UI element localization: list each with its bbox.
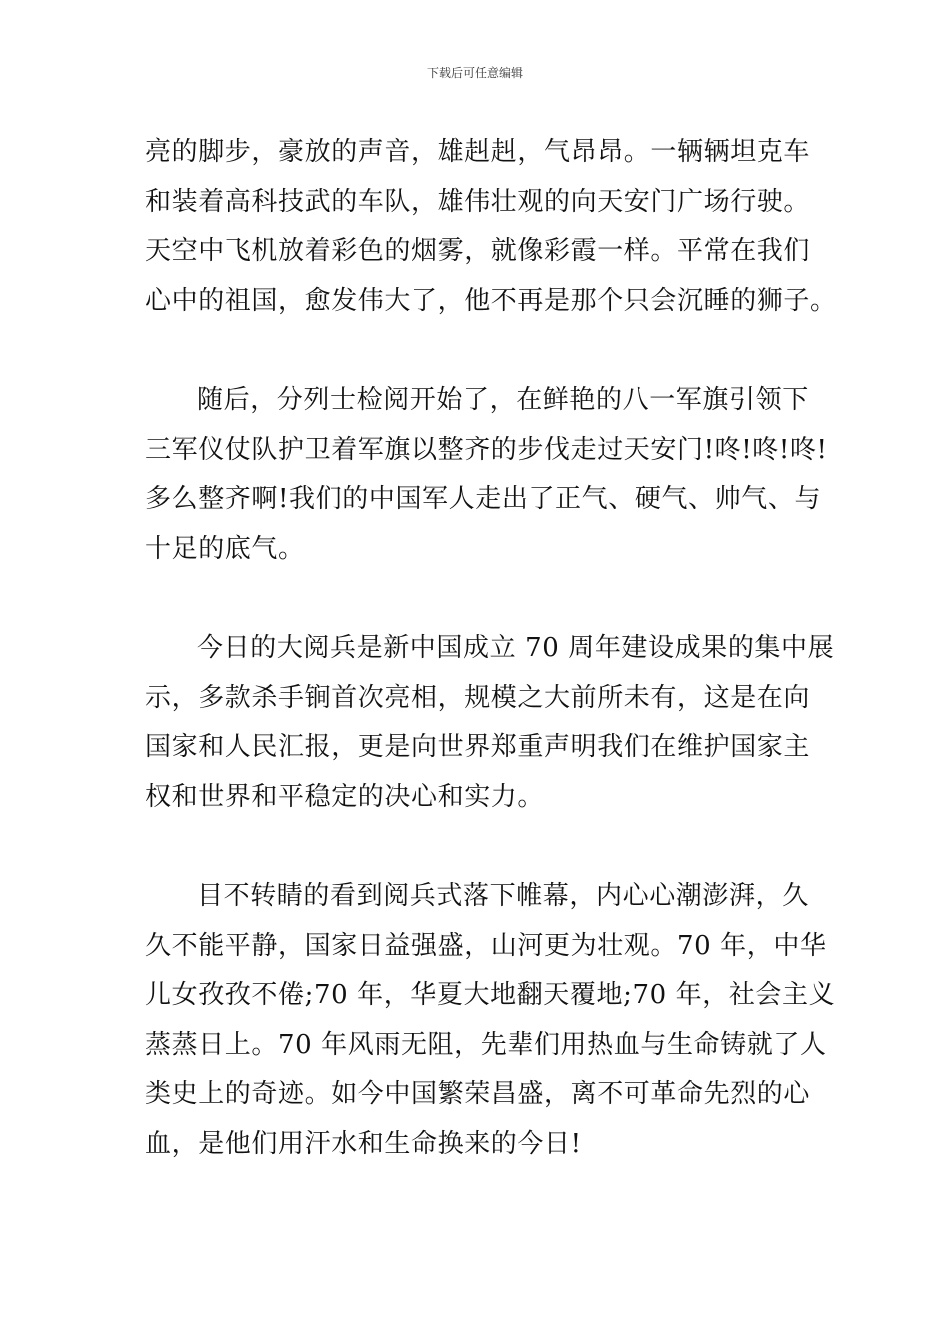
text-line: 类史上的奇迹。如今中国繁荣昌盛，离不可革命先烈的心 — [145, 1079, 811, 1109]
text-line: 蒸蒸日上。70 年风雨无阻，先辈们用热血与生命铸就了人 — [145, 1029, 827, 1060]
paragraph — [145, 872, 835, 1169]
document-body — [145, 128, 835, 1219]
text-line: 随后，分列士检阅开始了，在鲜艳的八一军旗引领下 — [197, 385, 809, 415]
text-line: 和装着高科技武的车队，雄伟壮观的向天安门广场行驶。 — [145, 186, 811, 217]
text-line: 血，是他们用汗水和生命换来的今日! — [145, 1128, 582, 1159]
text-line: 国家和人民汇报，更是向世界郑重声明我们在维护国家主 — [145, 732, 811, 762]
text-line: 心中的祖国，愈发伟大了，他不再是那个只会沉睡的狮子。 — [145, 285, 837, 316]
text-line: 多么整齐啊!我们的中国军人走出了正气、硬气、帅气、与 — [145, 484, 822, 514]
text-line: 今日的大阅兵是新中国成立 70 周年建设成果的集中展 — [197, 633, 835, 663]
paragraph — [145, 624, 835, 822]
paragraph — [145, 128, 835, 326]
paragraph — [145, 376, 835, 574]
text-line: 十足的底气。 — [145, 533, 305, 564]
page-header: 下载后可任意编辑 — [426, 66, 523, 80]
text-line: 儿女孜孜不倦;70 年，华夏大地翻天覆地;70 年，社会主义 — [145, 980, 836, 1010]
text-line: 天空中飞机放着彩色的烟雾，就像彩霞一样。平常在我们 — [145, 236, 811, 266]
text-line: 三军仪仗队护卫着军旗以整齐的步伐走过天安门!咚!咚!咚! — [145, 434, 828, 465]
text-line: 权和世界和平稳定的决心和实力。 — [145, 781, 545, 812]
text-line: 示，多款杀手锏首次亮相，规模之大前所未有，这是在向 — [145, 682, 811, 713]
text-line: 久不能平静，国家日益强盛，山河更为壮观。70 年，中华 — [145, 930, 827, 961]
text-line: 亮的脚步，豪放的声音，雄赳赳，气昂昂。一辆辆坦克车 — [145, 137, 811, 167]
text-line: 目不转睛的看到阅兵式落下帷幕，内心心潮澎湃，久 — [197, 881, 809, 911]
